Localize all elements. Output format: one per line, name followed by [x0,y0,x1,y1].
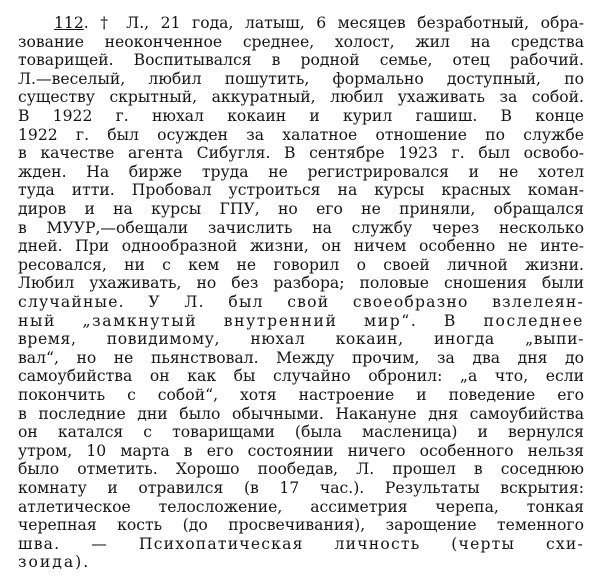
text-line-20: самоубийства он как бы случайно обронил: „а что, если [18,367,584,386]
line-text: † Л., 21 года, латыш, 6 месяцев безработный, обра- [100,14,584,32]
document-page [18,14,586,576]
text-line-16: случайные. У Л. был свой своеобразно взлелеян- [18,293,584,311]
text-line-2: зование неоконченное среднее, холост, жил на средства [18,32,584,51]
text-line-17: ный „замкнутый внутренний мир“. В последнее [18,311,584,330]
text-line-30: зоида). [18,553,91,572]
text-line-14: ресовался, ни с кем не говорил о своей личной жизни. [18,255,584,274]
text-line-11: диров и на курсы ГПУ, но его не приняли, обращался [18,200,584,218]
text-line-8: в качестве агента Сибугля. В сентябре 1923 г. был освобо- [18,144,584,163]
text-line-29: шва. — Психопатическая личность (черты схи- [18,534,584,553]
text-line-25: было отметить. Хорошо пообедав, Л. прошел в соседнюю [18,460,584,479]
text-line-27: атлетическое телосложение, ассиметрия черепа, тонкая [18,497,584,516]
text-line-4: Л.—веселый, любил пошутить, формально доступный, по [18,69,584,88]
text-line-15: Любил ухаживать, но без разбора; половые сношения были [18,274,584,293]
text-line-12: в МУУР,—обещали зачислить на службу через несколько [18,218,584,237]
text-line-22: в последние дни было обычными. Накануне дня самоубийства [18,404,584,423]
text-line-1: 112. † Л., 21 года, латыш, 6 месяцев безработный, обра- [54,14,584,32]
text-line-18: время, повидимому, нюхал кокаин, иногда „выпи- [18,330,584,349]
text-line-26: комнату и отравился (в 17 час.). Результаты вскрытия: [18,479,584,497]
text-line-13: дней. При однообразной жизни, он ничем особенно не инте- [18,237,584,256]
text-line-9: жден. На бирже труда не регистрировался и не хотел [18,162,584,181]
text-line-7: 1922 г. был осужден за халатное отношение по службе [18,125,584,144]
text-line-6: В 1922 г. нюхал кокаин и курил гашиш. В конце [18,107,584,125]
text-line-19: вал“, но не пьянствовал. Между прочим, за два дня до [18,348,584,367]
text-line-23: он катался с товарищами (была масленица) и вернулся [18,423,584,442]
text-line-10: туда итти. Пробовал устроиться на курсы красных коман- [18,181,584,200]
text-line-24: утром, 10 марта в его состоянии ничего особенного нельзя [18,441,584,460]
text-line-3: товарищей. Воспитывался в родной семье, отец рабочий. [18,51,584,70]
entry-number: 112 [54,14,84,32]
text-line-28: черепная кость (до просвечивания), зарощение теменного [18,516,584,535]
text-line-21: покончить с собой“, хотя настроение и поведение его [18,386,584,404]
text-line-5: существу скрытный, аккуратный, любил ухаживать за собой. [18,88,584,107]
